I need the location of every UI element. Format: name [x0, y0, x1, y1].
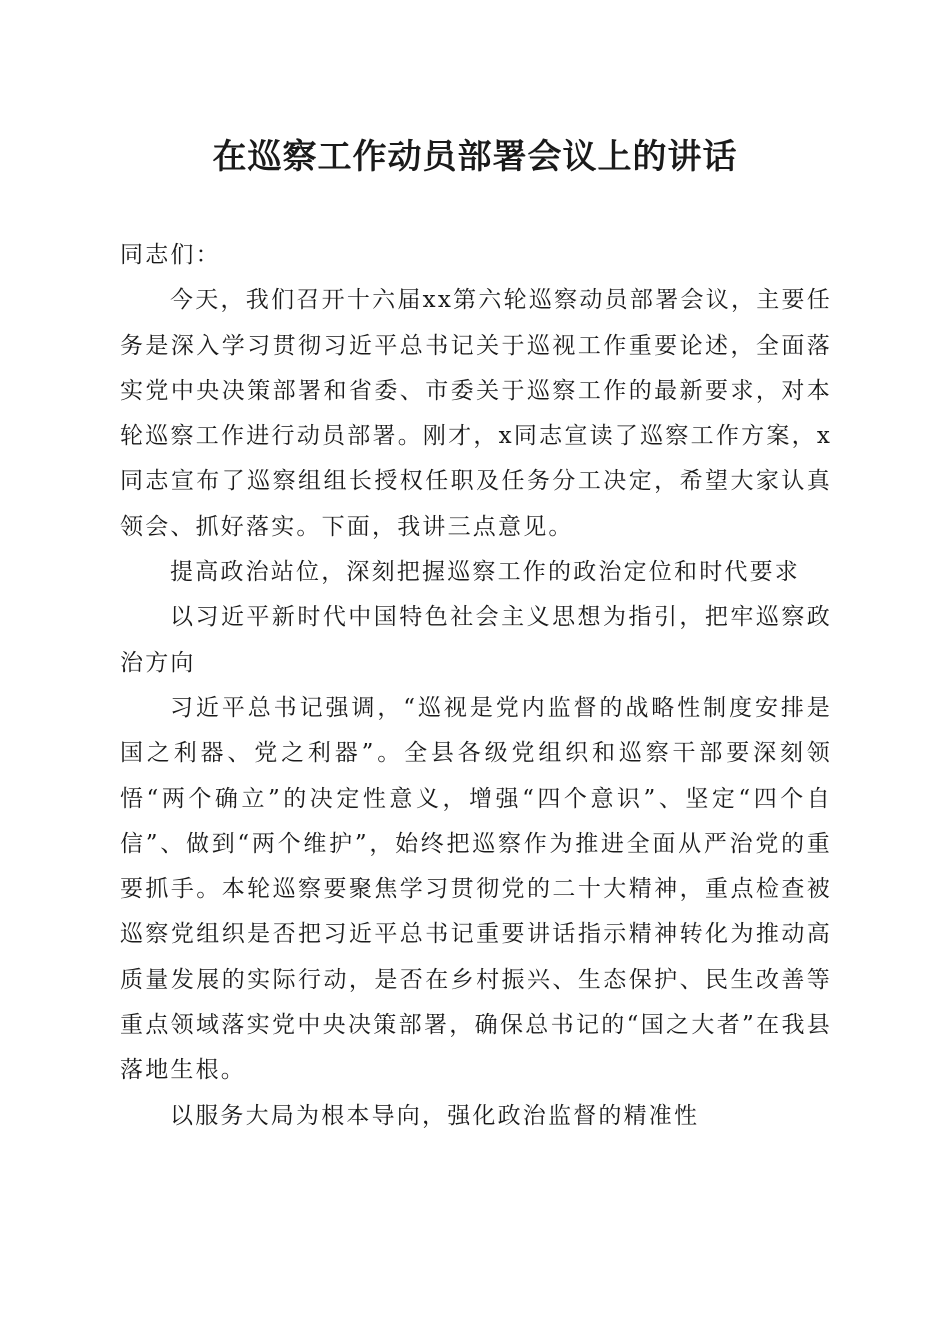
subsection-heading-1: 以习近平新时代中国特色社会主义思想为指引，把牢巡察政治方向: [120, 604, 832, 676]
subsection-heading-2: 以服务大局为根本导向，强化政治监督的精准性: [170, 1102, 700, 1129]
salutation: 同志们：: [120, 242, 221, 268]
document-body: [120, 233, 832, 1139]
paragraph-body-1: 习近平总书记强调，“巡视是党内监督的战略性制度安排是国之利器、党之利器”。全县各级党组织和巡察干部要深刻领悟“两个确立”的决定性意义，增强“四个意识”、坚定“四个自信”、做到“两个维护”，始终把巡察作为推进全面从严治党的重要抓手。本轮巡察要聚焦学习贯彻党的二十大精神，重点检查被巡察党组织是否把习近平总书记重要讲话指示精神转化为推动高质量发展的实际行动，是否在乡村振兴、生态保护、民生改善等重点领域落实党中央决策部署，确保总书记的“国之大者”在我县落地生根。: [120, 694, 832, 1084]
document-title: 在巡察工作动员部署会议上的讲话: [212, 137, 738, 177]
paragraph-intro: 今天，我们召开十六届xx第六轮巡察动员部署会议，主要任务是深入学习贯彻习近平总书记关于巡视工作重要论述，全面落实党中央决策部署和省委、市委关于巡察工作的最新要求，对本轮巡察工作进行动员部署。刚才，x同志宣读了巡察工作方案，x同志宣布了巡察组组长授权任职及任务分工决定，希望大家认真领会、抓好落实。下面，我讲三点意见。: [120, 287, 832, 540]
section-heading-1: 提高政治站位，深刻把握巡察工作的政治定位和时代要求: [170, 559, 800, 586]
